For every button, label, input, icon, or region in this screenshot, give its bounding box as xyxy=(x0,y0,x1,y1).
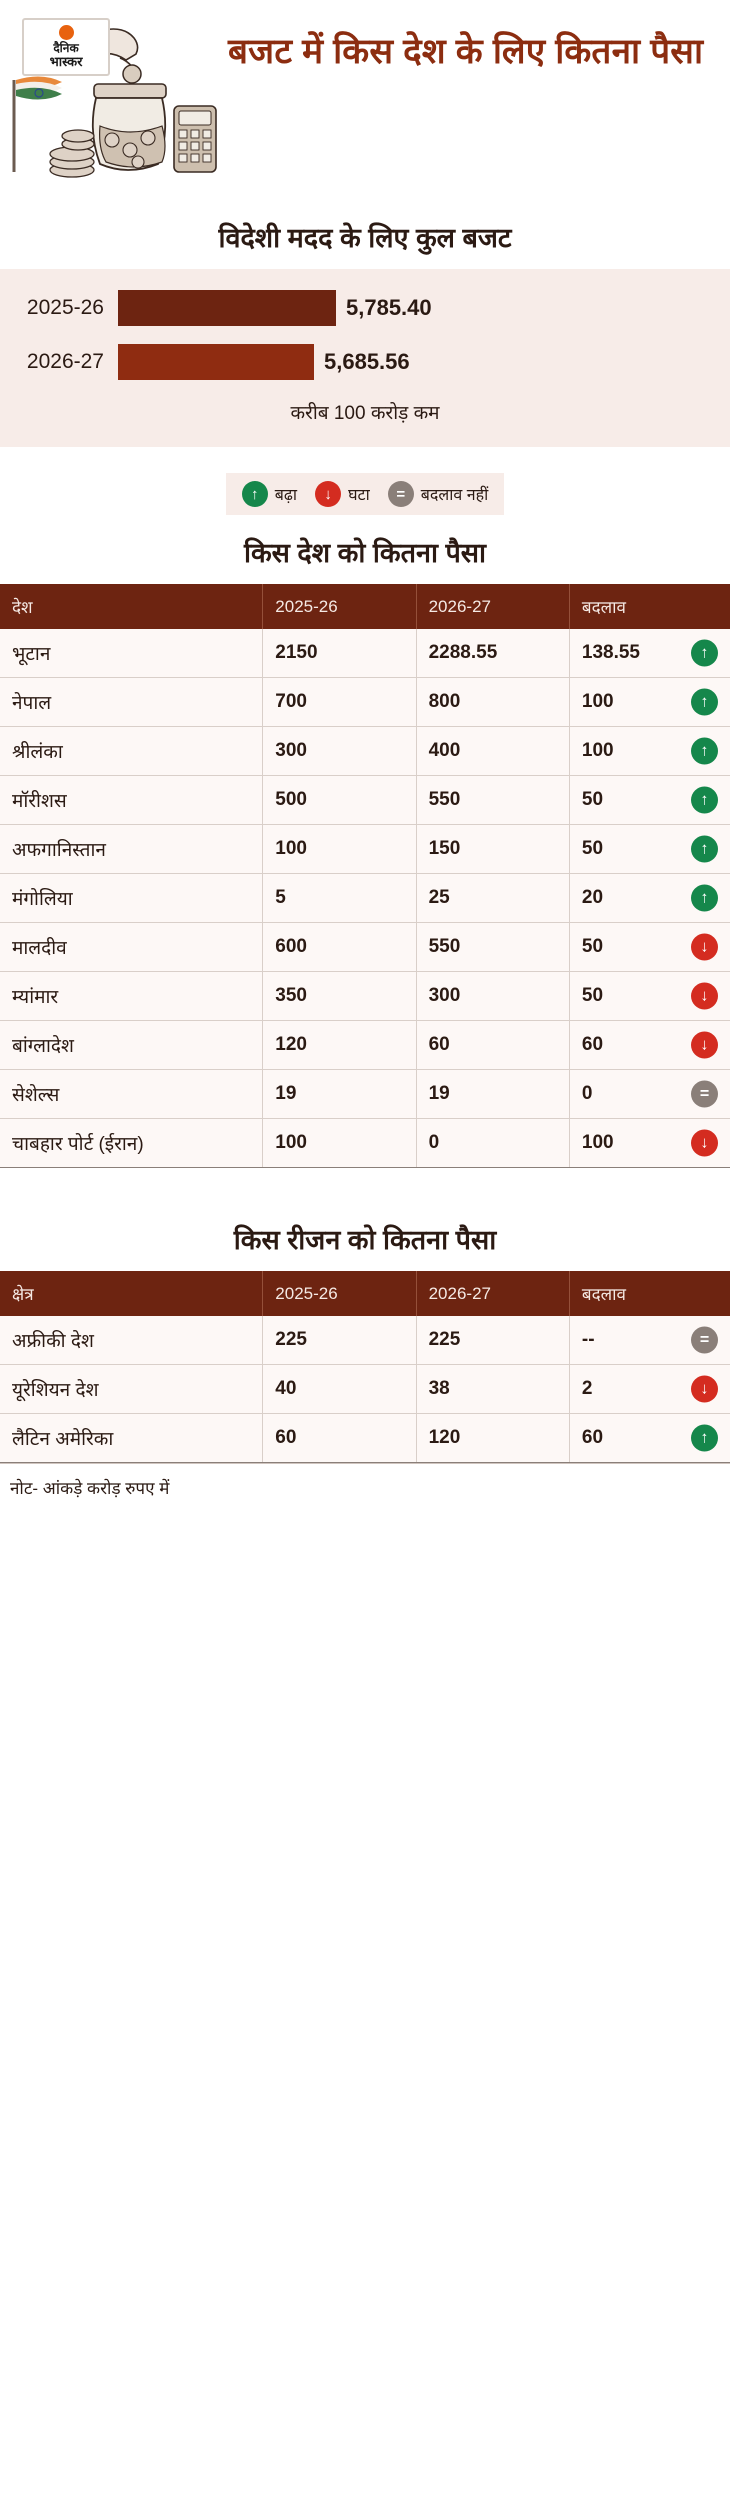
cell-2025-26: 350 xyxy=(263,972,416,1021)
table-row xyxy=(0,776,730,825)
cell-2026-27: 550 xyxy=(416,923,569,972)
cell-change: 0 = xyxy=(569,1070,730,1119)
cell-2025-26: 600 xyxy=(263,923,416,972)
cell-name: चाबहार पोर्ट (ईरान) xyxy=(0,1119,263,1168)
arrow-down-icon: ↓ xyxy=(691,983,718,1010)
bar-value: 5,785.40 xyxy=(346,295,432,320)
arrow-up-icon: ↑ xyxy=(691,1425,718,1452)
cell-2026-27: 550 xyxy=(416,776,569,825)
cell-2025-26: 120 xyxy=(263,1021,416,1070)
cell-2026-27: 120 xyxy=(416,1414,569,1463)
legend-label: घटा xyxy=(348,487,370,504)
equals-icon: = xyxy=(691,1081,718,1108)
arrow-up-icon: ↑ xyxy=(691,836,718,863)
cell-2025-26: 2150 xyxy=(263,629,416,678)
cell-change: 100 ↑ xyxy=(569,678,730,727)
arrow-up-icon: ↑ xyxy=(691,689,718,716)
sun-icon xyxy=(59,25,74,40)
cell-2026-27: 0 xyxy=(416,1119,569,1168)
cell-change: -- = xyxy=(569,1316,730,1365)
cell-name: अफ्रीकी देश xyxy=(0,1316,263,1365)
bar-label: 2025-26 xyxy=(26,296,104,319)
cell-2025-26: 500 xyxy=(263,776,416,825)
total-budget-section xyxy=(0,218,730,447)
table-row xyxy=(0,1021,730,1070)
cell-2026-27: 19 xyxy=(416,1070,569,1119)
cell-2025-26: 300 xyxy=(263,727,416,776)
total-budget-title: विदेशी मदद के लिए कुल बजट xyxy=(218,223,512,253)
arrow-down-icon: ↓ xyxy=(691,1032,718,1059)
col-header-2025-26: 2025-26 xyxy=(263,1271,416,1316)
equals-icon: = xyxy=(388,481,414,507)
equals-icon: = xyxy=(691,1327,718,1354)
arrow-up-icon: ↑ xyxy=(691,787,718,814)
bar-label: 2026-27 xyxy=(26,350,104,373)
cell-2025-26: 19 xyxy=(263,1070,416,1119)
col-header-2026-27: 2026-27 xyxy=(416,584,569,629)
table-row xyxy=(0,874,730,923)
col-header-change: बदलाव xyxy=(569,1271,730,1316)
arrow-up-icon: ↑ xyxy=(691,738,718,765)
cell-change: 100 ↑ xyxy=(569,727,730,776)
cell-change: 60 ↓ xyxy=(569,1021,730,1070)
cell-2026-27: 225 xyxy=(416,1316,569,1365)
col-header-country: देश xyxy=(0,584,263,629)
cell-name: भूटान xyxy=(0,629,263,678)
cell-change: 50 ↑ xyxy=(569,825,730,874)
cell-change: 138.55 ↑ xyxy=(569,629,730,678)
arrow-down-icon: ↓ xyxy=(691,1130,718,1157)
arrow-down-icon: ↓ xyxy=(315,481,341,507)
logo-line-2: भास्कर xyxy=(49,54,83,69)
table-header-row xyxy=(0,584,730,629)
cell-2026-27: 400 xyxy=(416,727,569,776)
cell-change: 60 ↑ xyxy=(569,1414,730,1463)
bar-row xyxy=(0,285,730,331)
bar-value: 5,685.56 xyxy=(324,349,410,374)
page-title: बजट में किस देश के लिए कितना पैसा xyxy=(228,32,704,71)
footnote: नोट- आंकड़े करोड़ रुपए में xyxy=(0,1463,730,1515)
cell-2026-27: 300 xyxy=(416,972,569,1021)
table-row xyxy=(0,629,730,678)
cell-2025-26: 225 xyxy=(263,1316,416,1365)
cell-name: अफगानिस्तान xyxy=(0,825,263,874)
cell-2025-26: 40 xyxy=(263,1365,416,1414)
countries-title: किस देश को कितना पैसा xyxy=(243,538,487,568)
bar-row xyxy=(0,339,730,385)
legend-label: बढ़ा xyxy=(274,487,298,504)
cell-name: म्यांमार xyxy=(0,972,263,1021)
bar-2025-26 xyxy=(118,290,336,326)
arrow-down-icon: ↓ xyxy=(691,934,718,961)
cell-name: मालदीव xyxy=(0,923,263,972)
legend xyxy=(226,473,504,515)
cell-name: मंगोलिया xyxy=(0,874,263,923)
cell-change: 50 ↑ xyxy=(569,776,730,825)
cell-2026-27: 800 xyxy=(416,678,569,727)
cell-2025-26: 100 xyxy=(263,1119,416,1168)
cell-change: 20 ↑ xyxy=(569,874,730,923)
legend-wrap xyxy=(0,473,730,515)
bar-2026-27 xyxy=(118,344,314,380)
arrow-up-icon: ↑ xyxy=(691,885,718,912)
cell-2025-26: 5 xyxy=(263,874,416,923)
cell-change: 2 ↓ xyxy=(569,1365,730,1414)
cell-2026-27: 38 xyxy=(416,1365,569,1414)
cell-2025-26: 100 xyxy=(263,825,416,874)
table-row xyxy=(0,1070,730,1119)
cell-2025-26: 700 xyxy=(263,678,416,727)
total-budget-chart xyxy=(0,269,730,447)
logo xyxy=(22,18,110,76)
cell-name: नेपाल xyxy=(0,678,263,727)
cell-2026-27: 2288.55 xyxy=(416,629,569,678)
cell-name: मॉरीशस xyxy=(0,776,263,825)
total-budget-note: करीब 100 करोड़ कम xyxy=(290,403,440,424)
table-row xyxy=(0,1414,730,1463)
logo-line-1: दैनिक xyxy=(53,41,79,55)
arrow-up-icon: ↑ xyxy=(691,640,718,667)
table-row xyxy=(0,1316,730,1365)
regions-table xyxy=(0,1271,730,1463)
table-row xyxy=(0,825,730,874)
legend-item-down xyxy=(315,481,370,507)
cell-2025-26: 60 xyxy=(263,1414,416,1463)
table-row xyxy=(0,923,730,972)
countries-table xyxy=(0,584,730,1168)
table-row xyxy=(0,1365,730,1414)
cell-2026-27: 150 xyxy=(416,825,569,874)
cell-name: सेशेल्स xyxy=(0,1070,263,1119)
arrow-down-icon: ↓ xyxy=(691,1376,718,1403)
table-row xyxy=(0,727,730,776)
cell-change: 50 ↓ xyxy=(569,972,730,1021)
col-header-change: बदलाव xyxy=(569,584,730,629)
legend-item-up xyxy=(242,481,297,507)
table-row xyxy=(0,678,730,727)
col-header-region: क्षेत्र xyxy=(0,1271,263,1316)
header xyxy=(0,0,730,200)
regions-title: किस रीजन को कितना पैसा xyxy=(233,1225,497,1255)
col-header-2026-27: 2026-27 xyxy=(416,1271,569,1316)
col-header-2025-26: 2025-26 xyxy=(263,584,416,629)
cell-name: लैटिन अमेरिका xyxy=(0,1414,263,1463)
cell-2026-27: 25 xyxy=(416,874,569,923)
table-header-row xyxy=(0,1271,730,1316)
cell-name: यूरेशियन देश xyxy=(0,1365,263,1414)
table-row xyxy=(0,1119,730,1168)
cell-2026-27: 60 xyxy=(416,1021,569,1070)
legend-label: बदलाव नहीं xyxy=(420,487,489,504)
cell-change: 100 ↓ xyxy=(569,1119,730,1168)
legend-item-flat xyxy=(388,481,489,507)
cell-name: श्रीलंका xyxy=(0,727,263,776)
table-row xyxy=(0,972,730,1021)
arrow-up-icon: ↑ xyxy=(242,481,268,507)
cell-name: बांग्लादेश xyxy=(0,1021,263,1070)
cell-change: 50 ↓ xyxy=(569,923,730,972)
